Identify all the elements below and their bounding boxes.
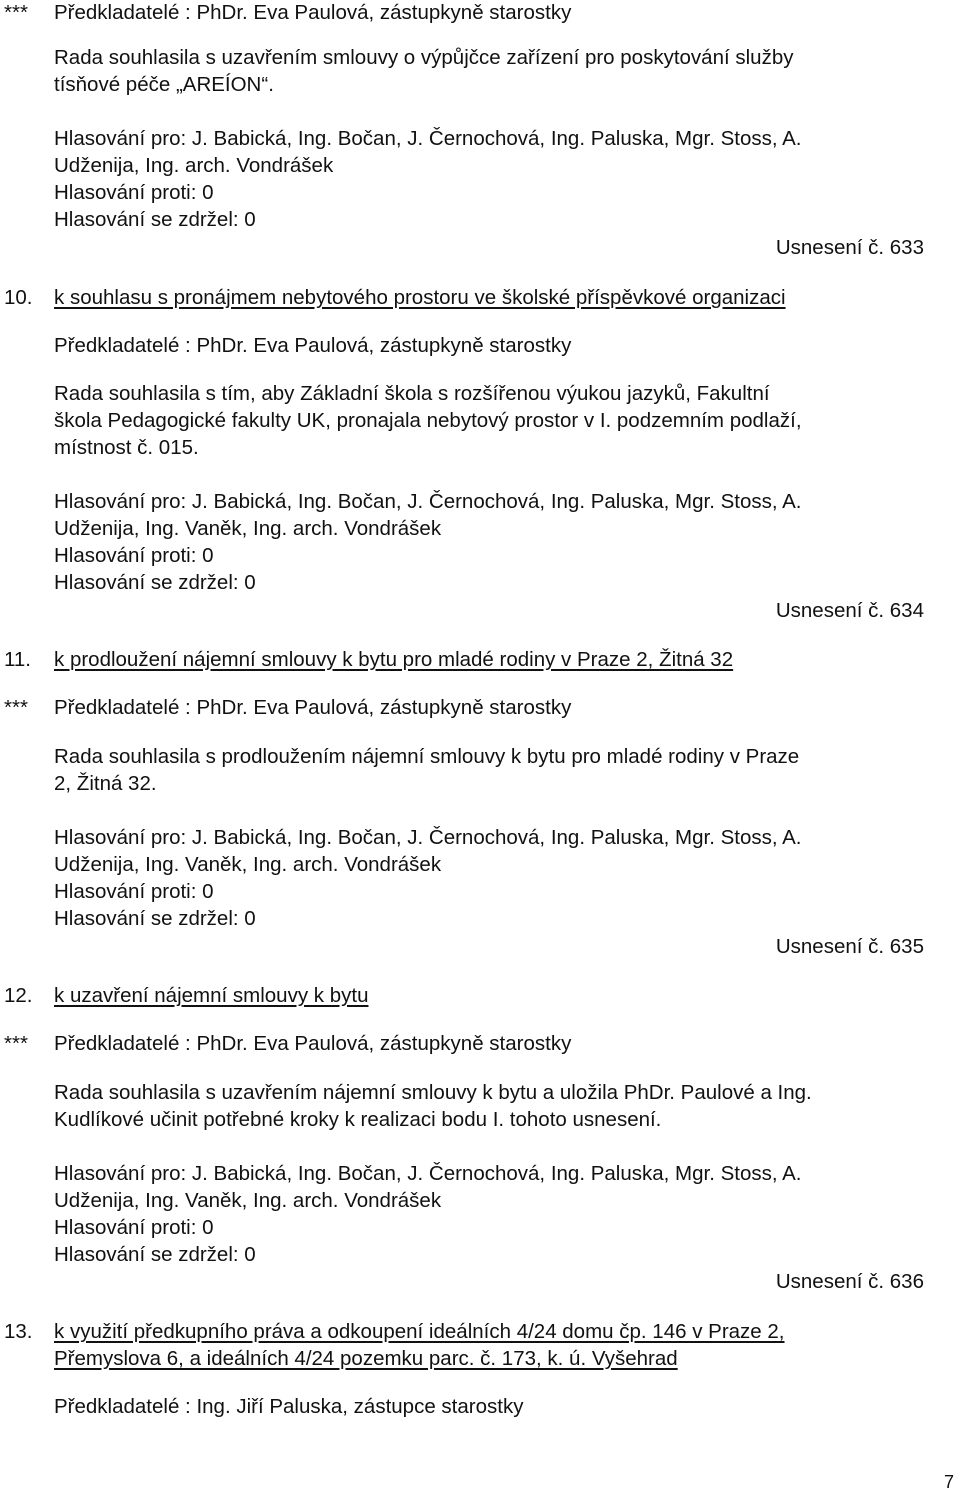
resolution-text: Rada souhlasila s uzavřením nájemní smlouvy k bytu a uložila PhDr. Paulové a Ing.	[54, 1081, 812, 1104]
page-number: 7	[943, 1472, 954, 1492]
item-subject: k uzavření nájemní smlouvy k bytu	[54, 984, 369, 1007]
vote-for: Udženija, Ing. Vaněk, Ing. arch. Vondrášek	[54, 517, 442, 540]
item-number: 11.	[4, 648, 31, 671]
vote-abstain: Hlasování se zdržel: 0	[54, 1243, 256, 1266]
item-subject: k souhlasu s pronájmem nebytového prostoru ve školské příspěvkové organizaci	[54, 286, 786, 309]
vote-for: Hlasování pro: J. Babická, Ing. Bočan, J. Černochová, Ing. Paluska, Mgr. Stoss, A.	[54, 490, 802, 513]
item-number: 13.	[4, 1320, 33, 1343]
item-marker: ***	[4, 1, 28, 24]
resolution-number: Usnesení č. 633	[775, 236, 924, 259]
resolution-number: Usnesení č. 634	[775, 599, 924, 622]
item-marker: ***	[4, 1032, 28, 1055]
item-number: 10.	[4, 286, 33, 309]
vote-for: Hlasování pro: J. Babická, Ing. Bočan, J. Černochová, Ing. Paluska, Mgr. Stoss, A.	[54, 127, 802, 150]
vote-against: Hlasování proti: 0	[54, 181, 214, 204]
resolution-text: škola Pedagogické fakulty UK, pronajala nebytový prostor v I. podzemním podlaží,	[54, 409, 802, 432]
vote-for: Hlasování pro: J. Babická, Ing. Bočan, J. Černochová, Ing. Paluska, Mgr. Stoss, A.	[54, 826, 802, 849]
item-number: 12.	[4, 984, 33, 1007]
presenter-line: Předkladatelé : PhDr. Eva Paulová, zástupkyně starostky	[54, 334, 572, 357]
resolution-text: Rada souhlasila s prodloužením nájemní smlouvy k bytu pro mladé rodiny v Praze	[54, 745, 800, 768]
vote-abstain: Hlasování se zdržel: 0	[54, 907, 256, 930]
vote-for: Udženija, Ing. Vaněk, Ing. arch. Vondrášek	[54, 853, 442, 876]
resolution-text: Rada souhlasila s tím, aby Základní škola s rozšířenou výukou jazyků, Fakultní	[54, 382, 770, 405]
resolution-text: Kudlíkové učinit potřebné kroky k realizaci bodu I. tohoto usnesení.	[54, 1108, 662, 1131]
item-marker: ***	[4, 696, 28, 719]
resolution-text: tísňové péče „AREÍON“.	[54, 73, 274, 96]
presenter-line: Předkladatelé : PhDr. Eva Paulová, zástupkyně starostky	[54, 1, 572, 24]
item-subject: k využití předkupního práva a odkoupení ideálních 4/24 domu čp. 146 v Praze 2,	[54, 1320, 785, 1343]
resolution-text: místnost č. 015.	[54, 436, 199, 459]
presenter-line: Předkladatelé : PhDr. Eva Paulová, zástupkyně starostky	[54, 1032, 572, 1055]
presenter-line: Předkladatelé : PhDr. Eva Paulová, zástupkyně starostky	[54, 696, 572, 719]
item-subject: k prodloužení nájemní smlouvy k bytu pro mladé rodiny v Praze 2, Žitná 32	[54, 648, 734, 671]
vote-abstain: Hlasování se zdržel: 0	[54, 208, 256, 231]
resolution-number: Usnesení č. 636	[775, 1270, 924, 1293]
vote-against: Hlasování proti: 0	[54, 880, 214, 903]
item-subject: Přemyslova 6, a ideálních 4/24 pozemku parc. č. 173, k. ú. Vyšehrad	[54, 1347, 678, 1370]
resolution-text: Rada souhlasila s uzavřením smlouvy o výpůjčce zařízení pro poskytování služby	[54, 46, 794, 69]
resolution-number: Usnesení č. 635	[775, 935, 924, 958]
vote-against: Hlasování proti: 0	[54, 1216, 214, 1239]
presenter-line: Předkladatelé : Ing. Jiří Paluska, zástupce starostky	[54, 1395, 524, 1418]
vote-for: Udženija, Ing. arch. Vondrášek	[54, 154, 334, 177]
resolution-text: 2, Žitná 32.	[54, 772, 157, 795]
vote-abstain: Hlasování se zdržel: 0	[54, 571, 256, 594]
vote-for: Udženija, Ing. Vaněk, Ing. arch. Vondrášek	[54, 1189, 442, 1212]
vote-for: Hlasování pro: J. Babická, Ing. Bočan, J. Černochová, Ing. Paluska, Mgr. Stoss, A.	[54, 1162, 802, 1185]
vote-against: Hlasování proti: 0	[54, 544, 214, 567]
